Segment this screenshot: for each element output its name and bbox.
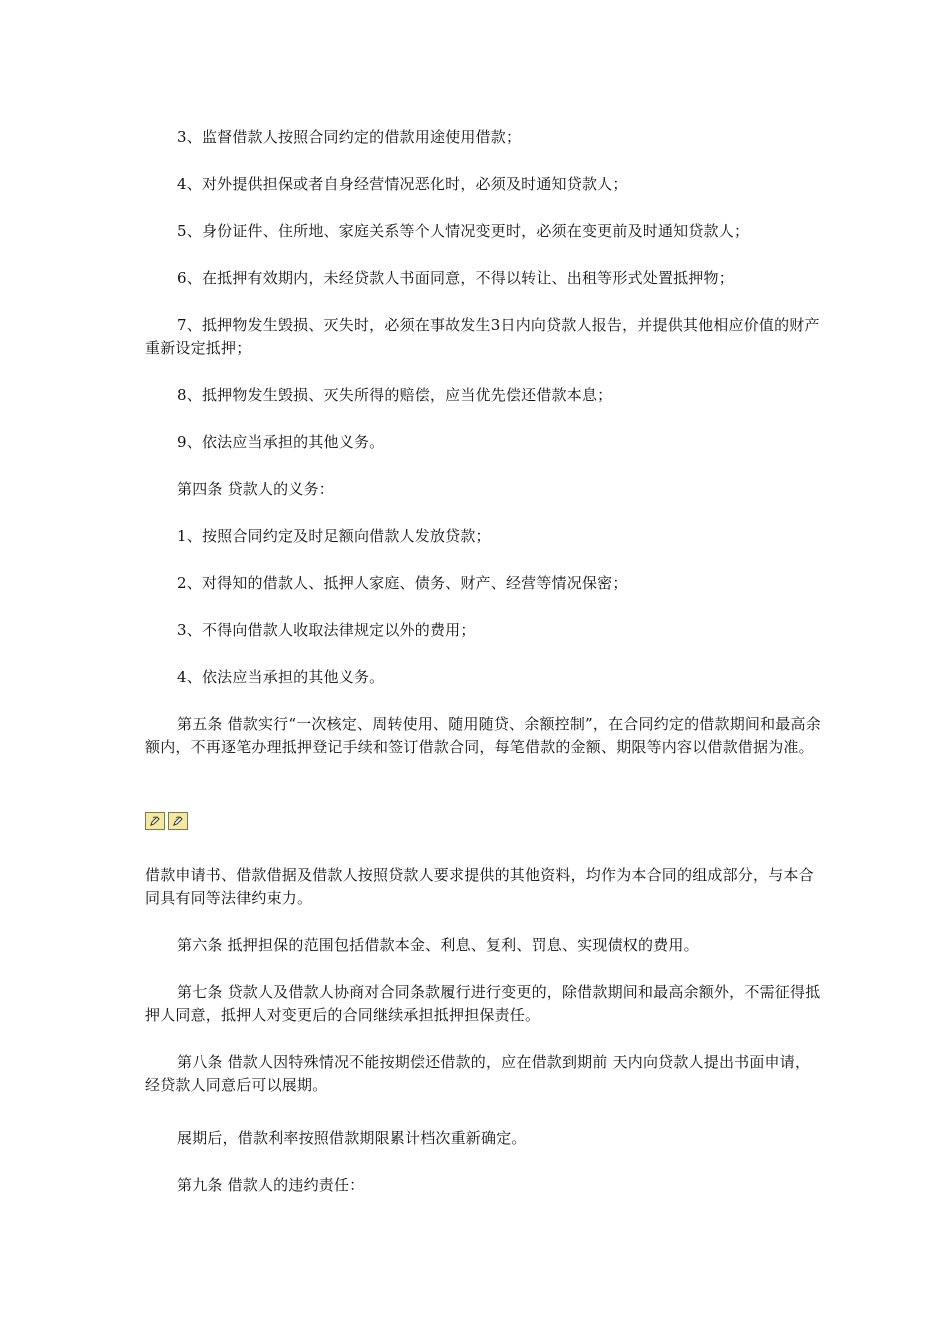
pen-edit-icon[interactable] bbox=[168, 812, 188, 830]
pen-edit-icon-graphic bbox=[148, 814, 162, 828]
paragraph-obligation-6: 6、在抵押有效期内，未经贷款人书面同意，不得以转让、出租等形式处置抵押物； bbox=[177, 269, 734, 287]
extension-rate-paragraph: 展期后，借款利率按照借款期限累计档次重新确定。 bbox=[177, 1129, 527, 1147]
paragraph-obligation-3: 3、监督借款人按照合同约定的借款用途使用借款； bbox=[177, 128, 522, 146]
paragraph-obligation-4: 4、对外提供担保或者自身经营情况恶化时，必须及时通知贷款人； bbox=[177, 175, 628, 193]
paragraph-lender-1: 1、按照合同约定及时足额向借款人发放贷款； bbox=[177, 527, 491, 545]
paragraph-lender-2: 2、对得知的借款人、抵押人家庭、债务、财产、经营等情况保密； bbox=[177, 574, 628, 592]
pen-edit-icon-graphic bbox=[171, 814, 185, 828]
article-5-paragraph: 第五条 借款实行“一次核定、周转使用、随用随贷、余额控制”，在合同约定的借款期间和最高余额内，不再逐笔办理抵押登记手续和签订借款合同，每笔借款的金额、期限等内容以借款借据为准。 bbox=[145, 715, 821, 756]
pen-edit-icon[interactable] bbox=[145, 812, 165, 830]
supporting-documents-paragraph: 借款申请书、借款借据及借款人按照贷款人要求提供的其他资料，均作为本合同的组成部分，与本合同具有同等法律约束力。 bbox=[145, 866, 814, 907]
article-4-heading: 第四条 贷款人的义务： bbox=[177, 480, 334, 498]
paragraph-obligation-9: 9、依法应当承担的其他义务。 bbox=[177, 433, 385, 451]
paragraph-obligation-5: 5、身份证件、住所地、家庭关系等个人情况变更时，必须在变更前及时通知贷款人； bbox=[177, 222, 750, 240]
article-9-heading: 第九条 借款人的违约责任： bbox=[177, 1176, 365, 1194]
paragraph-lender-3: 3、不得向借款人收取法律规定以外的费用； bbox=[177, 621, 476, 639]
paragraph-obligation-7: 7、抵押物发生毁损、灭失时，必须在事故发生3日内向贷款人报告，并提供其他相应价值的财产重新设定抵押； bbox=[145, 316, 820, 357]
article-7-paragraph: 第七条 贷款人及借款人协商对合同条款履行进行变更的，除借款期间和最高余额外，不需征得抵押人同意，抵押人对变更后的合同继续承担抵押担保责任。 bbox=[145, 983, 821, 1024]
article-8-paragraph: 第八条 借款人因特殊情况不能按期偿还借款的，应在借款到期前 天内向贷款人提出书面申请，经贷款人同意后可以展期。 bbox=[145, 1053, 811, 1094]
paragraph-lender-4: 4、依法应当承担的其他义务。 bbox=[177, 668, 385, 686]
edit-icons-group bbox=[145, 812, 188, 830]
article-6-paragraph: 第六条 抵押担保的范围包括借款本金、利息、复利、罚息、实现债权的费用。 bbox=[177, 936, 699, 954]
paragraph-obligation-8: 8、抵押物发生毁损、灭失所得的赔偿，应当优先偿还借款本息； bbox=[177, 386, 613, 404]
